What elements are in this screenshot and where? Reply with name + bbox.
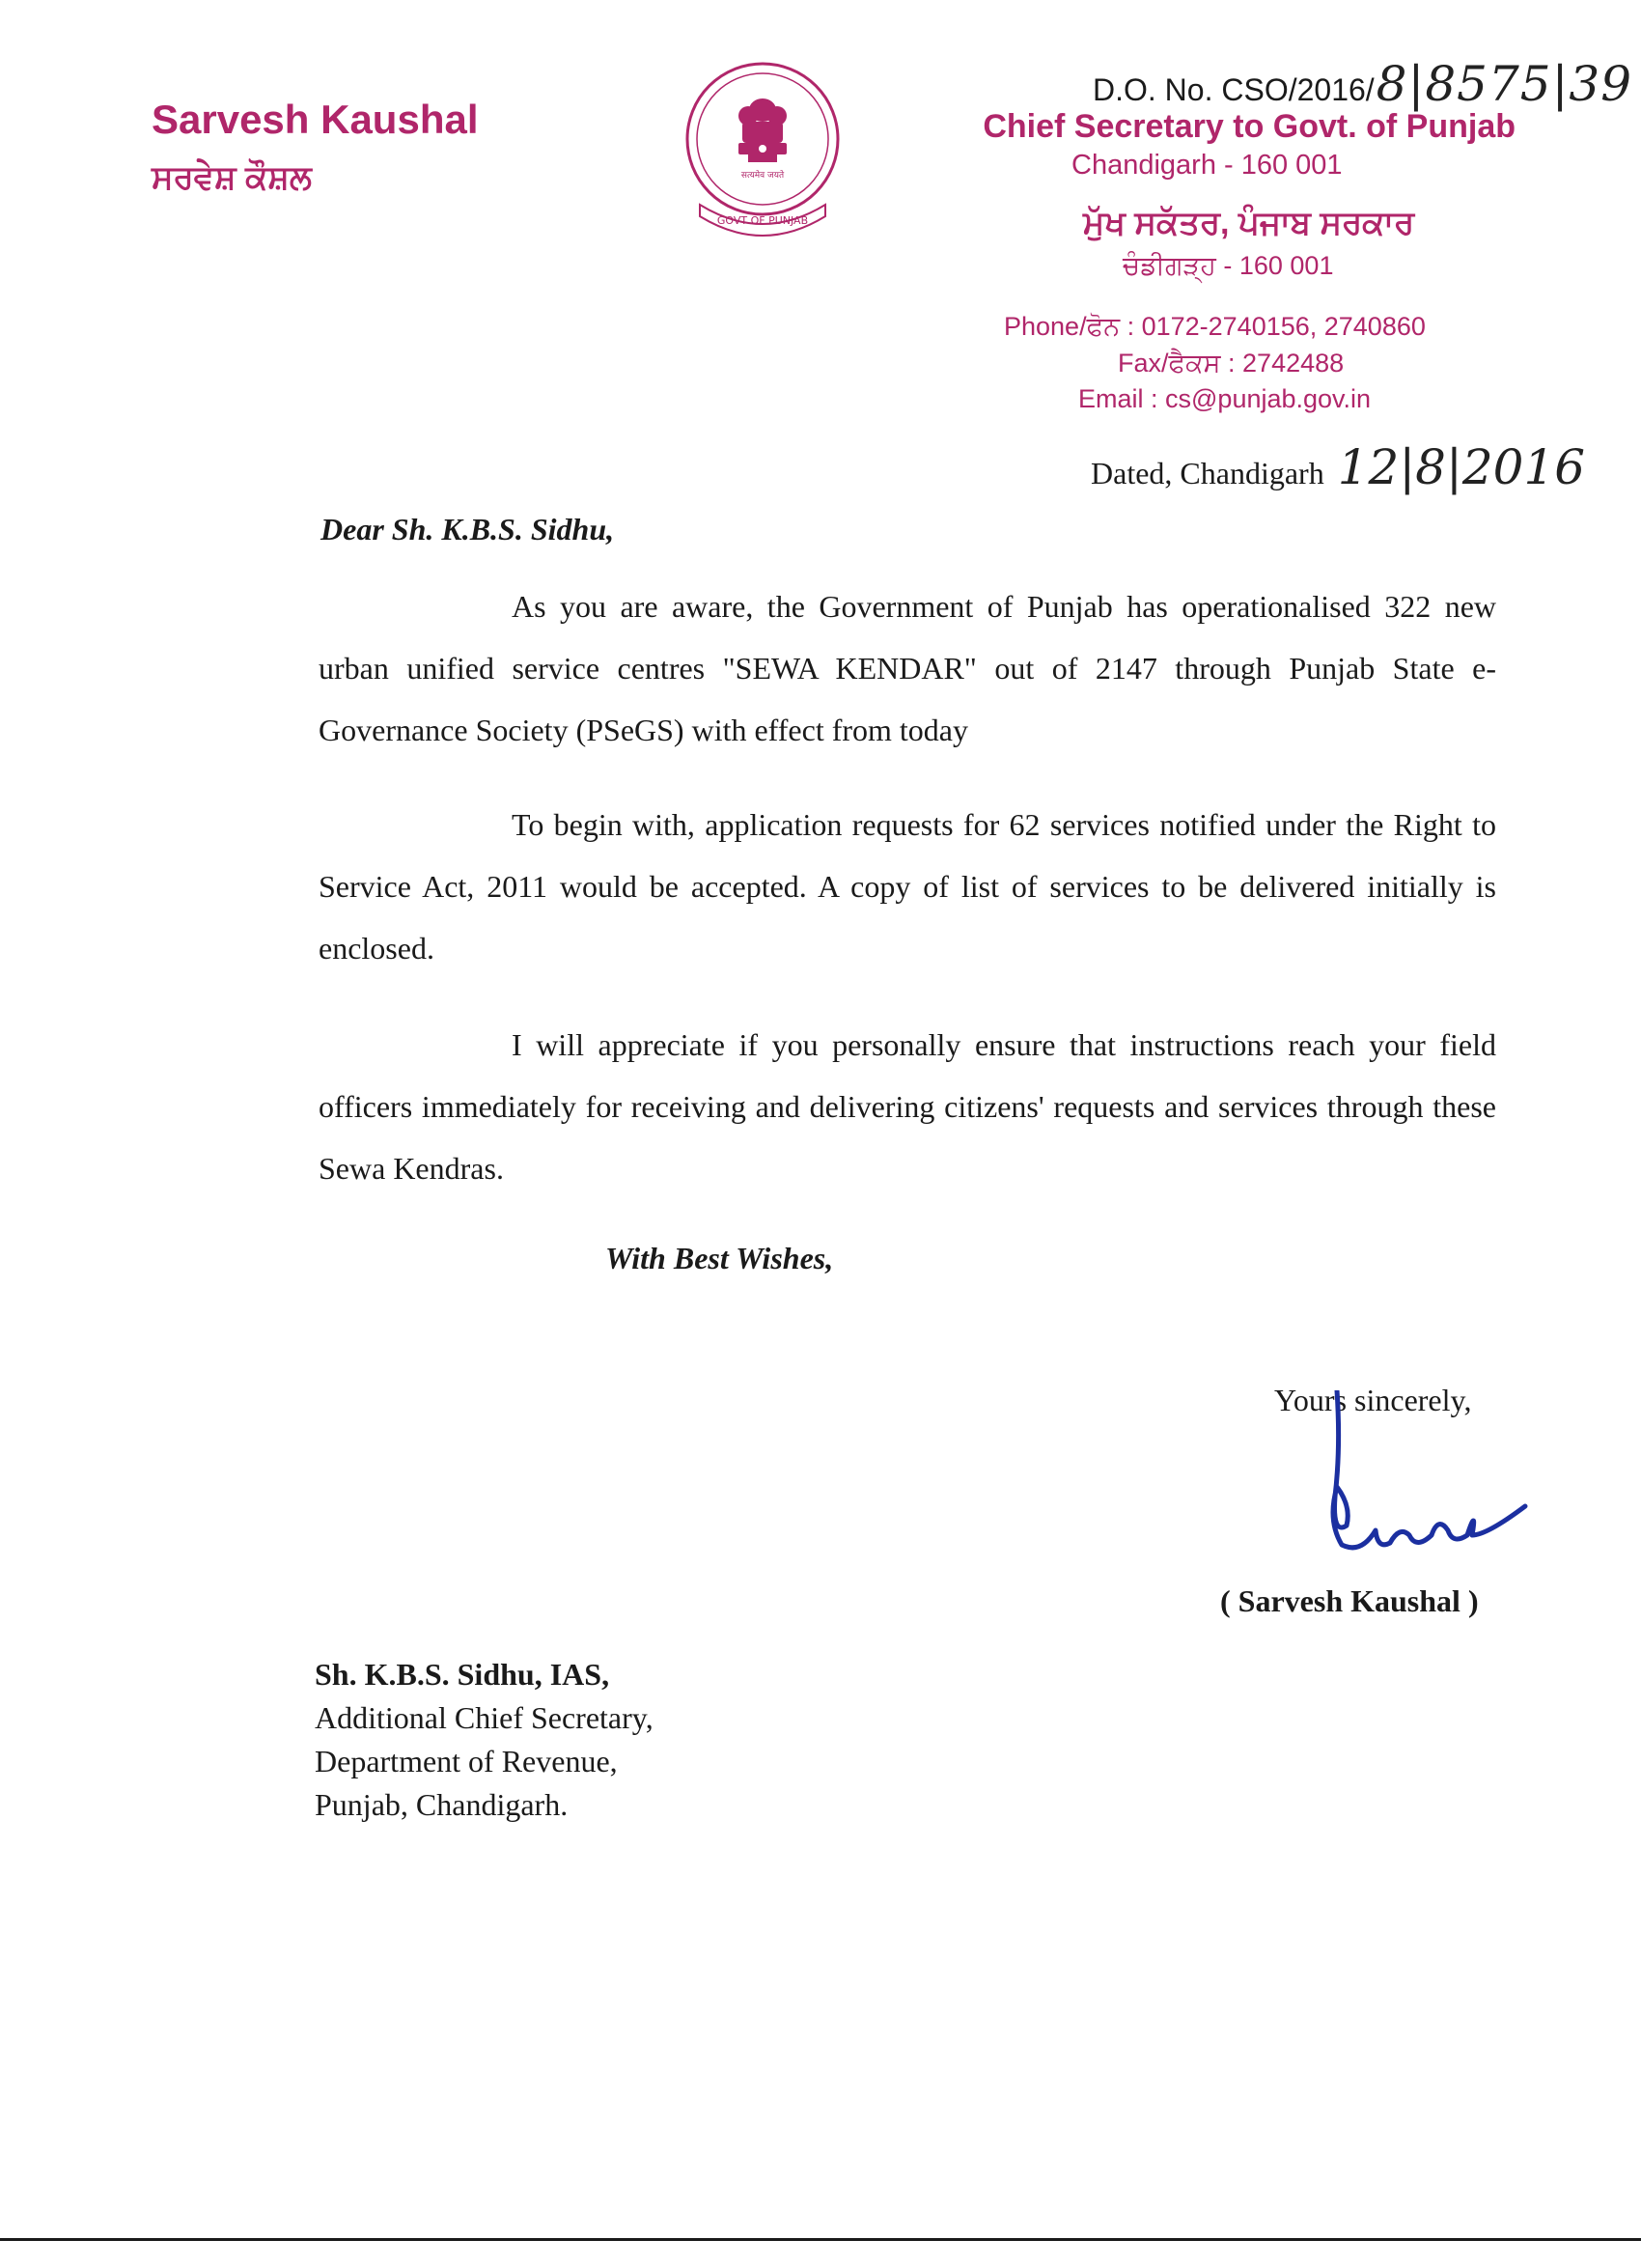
office-title-punjabi: ਮੁੱਖ ਸਕੱਤਰ, ਪੰਜਾਬ ਸਰਕਾਰ — [1083, 205, 1415, 241]
scan-top-edge — [0, 0, 1641, 29]
signatory-name: ( Sarvesh Kaushal ) — [1220, 1583, 1479, 1618]
do-number — [1093, 56, 1632, 112]
lion-capital-icon — [738, 98, 787, 162]
addressee-block — [315, 1653, 654, 1827]
office-phone: Phone/ਫੋਨ : 0172-2740156, 2740860 — [1004, 312, 1426, 341]
closing: With Best Wishes, — [605, 1241, 834, 1275]
page-bottom-edge — [0, 2238, 1641, 2241]
dated-label: Dated, Chandigarh — [1091, 456, 1324, 490]
office-city-punjabi: ਚੰਡੀਗੜ੍ਹ - 160 001 — [1123, 251, 1334, 280]
handwritten-signature — [1308, 1390, 1530, 1583]
office-city: Chandigarh - 160 001 — [1071, 150, 1343, 181]
do-number-label: D.O. No. CSO/2016/ — [1093, 72, 1375, 107]
do-number-handwritten: 8|8575|39 — [1376, 56, 1633, 112]
dated-handwritten: 12|8|2016 — [1337, 439, 1586, 495]
sender-name-punjabi: ਸਰਵੇਸ਼ ਕੌਸ਼ਲ — [152, 159, 312, 196]
office-email: Email : cs@punjab.gov.in — [1078, 384, 1372, 413]
sender-name: Sarvesh Kaushal — [152, 97, 479, 142]
dated-line — [1091, 439, 1585, 495]
paragraph-1: As you are aware, the Government of Punjab has operationalised 322 new urban unified service centres "SEWA KENDAR" out of 2147 through Punjab State e-Governance Society (PSeGS) with effect from today — [319, 589, 1496, 747]
sign-off: Yours sincerely, — [1274, 1383, 1472, 1417]
office-fax: Fax/ਫੈਕਸ : 2742488 — [1118, 349, 1345, 378]
office-title: Chief Secretary to Govt. of Punjab — [983, 108, 1516, 145]
paragraph-3: I will appreciate if you personally ensure that instructions reach your field officers immediately for receiving and delivering citizens' requests and services through these Sewa Kendras. — [319, 1027, 1496, 1186]
addressee-name: Sh. K.B.S. Sidhu, IAS, — [315, 1657, 610, 1692]
emblem-ribbon-text: GOVT OF PUNJAB — [716, 214, 809, 227]
emblem-motto: सत्यमेव जयते — [740, 171, 785, 181]
state-emblem-seal — [681, 60, 845, 243]
addressee-department: Department of Revenue, — [315, 1744, 618, 1778]
salutation: Dear Sh. K.B.S. Sidhu, — [320, 512, 615, 546]
paragraph-2: To begin with, application requests for 62 services notified under the Right to Service Act, 2011 would be accepted. A copy of list of services to be delivered initially is enclosed. — [319, 807, 1496, 966]
addressee-designation: Additional Chief Secretary, — [315, 1700, 654, 1735]
addressee-location: Punjab, Chandigarh. — [315, 1787, 569, 1822]
